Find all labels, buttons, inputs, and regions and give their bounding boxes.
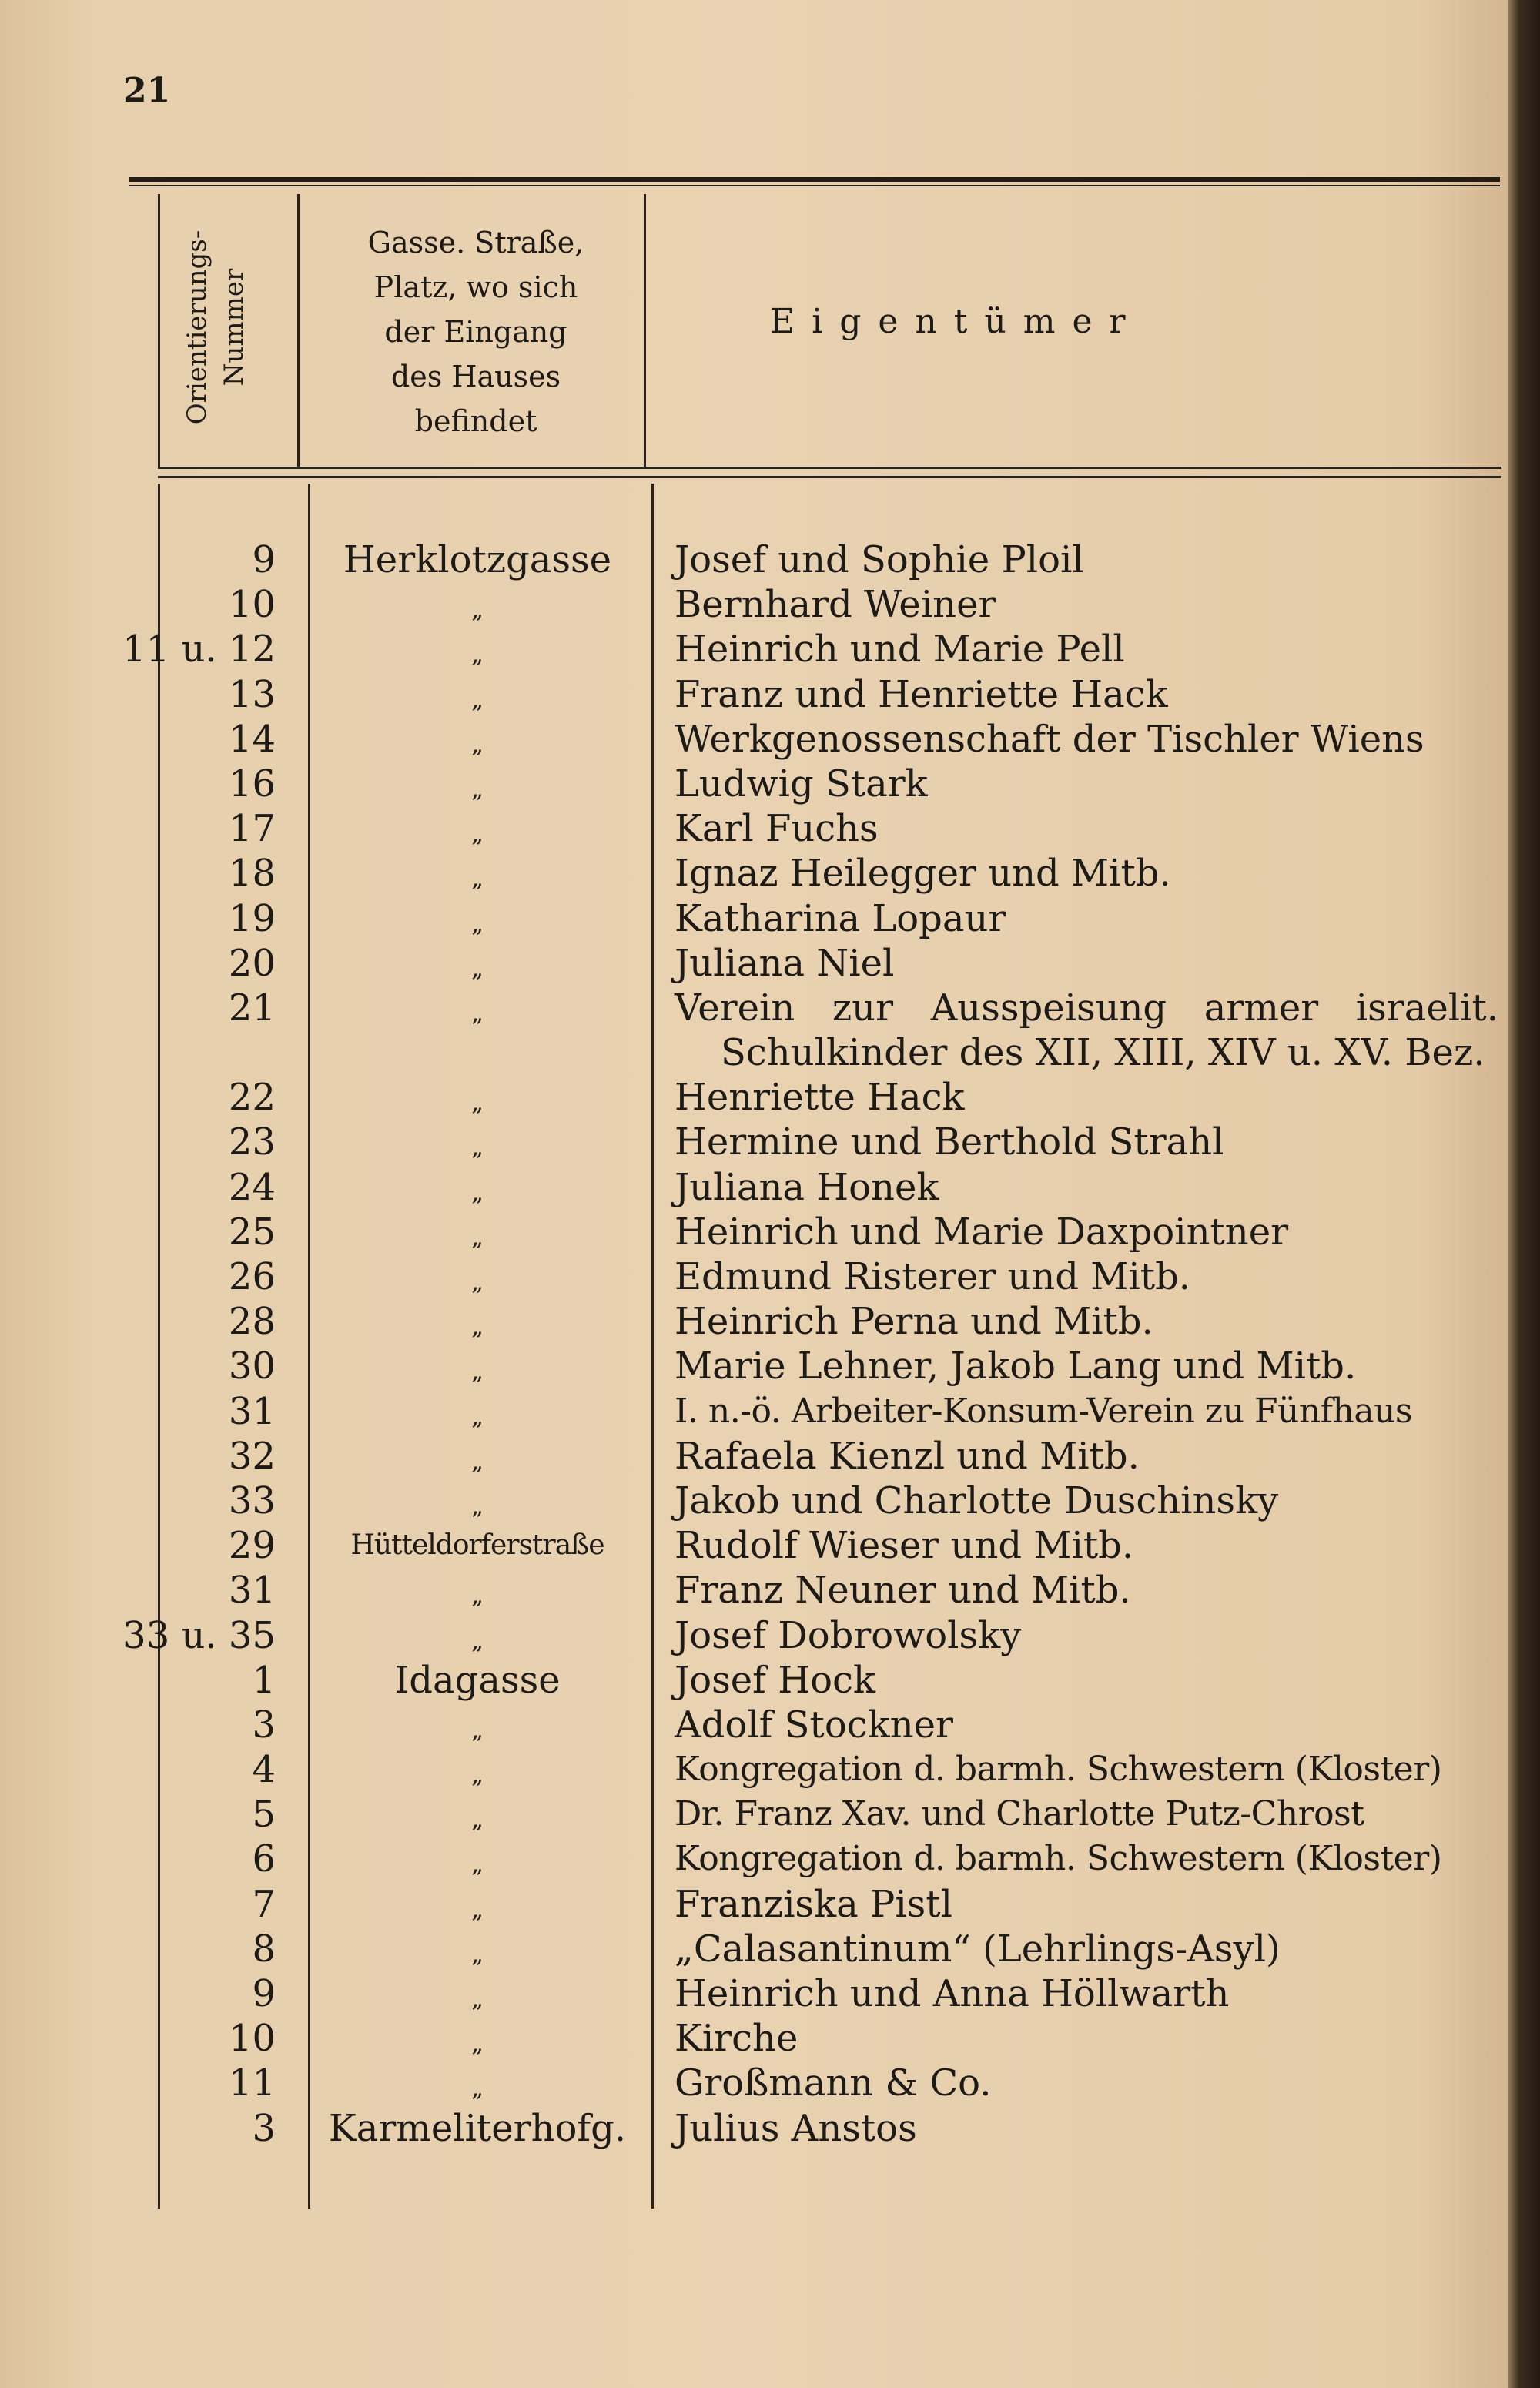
street-ditto: „ xyxy=(471,821,484,849)
owner-name: Heinrich und Marie Pell xyxy=(675,628,1125,672)
table-row xyxy=(0,1434,1509,1479)
table-row xyxy=(0,2106,1509,2151)
house-number: 5 xyxy=(252,1793,276,1837)
page-number: 21 xyxy=(123,71,171,110)
header-number-line-2: Nummer xyxy=(219,268,249,387)
owner-name: Katharina Lopaur xyxy=(675,896,1006,940)
house-number: 13 xyxy=(228,672,276,716)
header-number-line-1: Orientierungs- xyxy=(182,229,213,425)
table-row xyxy=(0,1120,1509,1164)
owner-name: Josef Dobrowolsky xyxy=(675,1613,1022,1657)
owner-line-1: Verein zur Ausspeisung armer israelit. xyxy=(675,986,1498,1030)
street-ditto: „ xyxy=(471,955,484,983)
header-divider-number xyxy=(297,194,300,467)
owner-name xyxy=(675,986,1498,1075)
street-ditto: „ xyxy=(471,1224,484,1251)
house-number: 26 xyxy=(228,1255,276,1299)
table-row xyxy=(0,1254,1509,1299)
header-bottom-rule-2 xyxy=(158,476,1502,478)
street-name: Idagasse xyxy=(394,1658,561,1702)
owner-name: Rudolf Wieser und Mitb. xyxy=(675,1524,1134,1568)
owner-table xyxy=(0,538,1509,2151)
owner-name: Adolf Stockner xyxy=(675,1703,953,1747)
header-street-column xyxy=(308,220,644,444)
owner-name: Jakob und Charlotte Duschinsky xyxy=(675,1479,1279,1522)
owner-name: Edmund Risterer und Mitb. xyxy=(675,1255,1191,1299)
house-number: 9 xyxy=(252,1972,276,2016)
table-row xyxy=(0,1927,1509,1971)
owner-name: Ludwig Stark xyxy=(675,762,928,805)
house-number: 3 xyxy=(252,1703,276,1747)
house-number: 17 xyxy=(228,807,276,851)
house-number: 6 xyxy=(252,1837,276,1881)
table-row xyxy=(0,986,1509,1075)
house-number: 16 xyxy=(228,762,276,805)
header-divider-street xyxy=(644,194,646,467)
table-row xyxy=(0,582,1509,627)
owner-name: Juliana Niel xyxy=(675,941,895,985)
header-street-line-1: Gasse. Straße, xyxy=(367,226,584,260)
table-row xyxy=(0,1344,1509,1388)
owner-name: Marie Lehner, Jakob Lang und Mitb. xyxy=(675,1345,1357,1388)
street-ditto: „ xyxy=(471,1269,484,1297)
street-ditto: „ xyxy=(471,597,484,625)
book-spine xyxy=(1508,0,1540,2388)
street-ditto: „ xyxy=(471,775,484,803)
street-name: Hütteldorferstraße xyxy=(350,1529,604,1562)
house-number: 10 xyxy=(228,583,276,627)
owner-name: „Calasantinum“ (Lehrlings-Asyl) xyxy=(675,1927,1281,1971)
house-number: 20 xyxy=(228,941,276,985)
street-ditto: „ xyxy=(471,1403,484,1431)
house-number: 21 xyxy=(228,986,276,1030)
owner-name: Julius Anstos xyxy=(675,2106,917,2150)
table-row xyxy=(0,1792,1509,1837)
header-top-rule xyxy=(129,177,1500,186)
house-number: 10 xyxy=(228,2017,276,2061)
house-number: 23 xyxy=(228,1120,276,1164)
table-row xyxy=(0,538,1509,582)
owner-name: Ignaz Heilegger und Mitb. xyxy=(675,852,1171,896)
house-number: 31 xyxy=(228,1569,276,1613)
house-number: 1 xyxy=(252,1658,276,1702)
table-row xyxy=(0,762,1509,806)
table-row xyxy=(0,1703,1509,1747)
table-row xyxy=(0,1747,1509,1792)
street-ditto: „ xyxy=(471,1090,484,1117)
table-row xyxy=(0,941,1509,986)
table-row xyxy=(0,1658,1509,1703)
table-row xyxy=(0,1882,1509,1927)
owner-name: Kongregation d. barmh. Schwestern (Kloster) xyxy=(675,1839,1442,1879)
street-ditto: „ xyxy=(471,1492,484,1520)
street-ditto: „ xyxy=(471,1134,484,1162)
owner-name: Karl Fuchs xyxy=(675,807,879,851)
street-name: Karmeliterhofg. xyxy=(328,2106,627,2150)
header-divider-left xyxy=(158,194,160,467)
table-row xyxy=(0,672,1509,717)
owner-name: Heinrich und Marie Daxpointner xyxy=(675,1210,1289,1254)
house-number: 11 xyxy=(228,2061,276,2105)
header-street-line-3: der Eingang xyxy=(384,315,567,349)
table-row xyxy=(0,1299,1509,1344)
owner-name: Franz und Henriette Hack xyxy=(675,672,1168,716)
table-row xyxy=(0,2016,1509,2061)
street-ditto: „ xyxy=(471,1896,484,1924)
house-number: 9 xyxy=(252,538,276,581)
house-number: 11 u. 12 xyxy=(122,628,276,672)
table-row xyxy=(0,1568,1509,1613)
house-number: 28 xyxy=(228,1300,276,1344)
street-ditto: „ xyxy=(471,686,484,714)
table-row xyxy=(0,717,1509,762)
owner-line-2: Schulkinder des XII, XIII, XIV u. XV. Bez. xyxy=(721,1030,1485,1074)
street-ditto: „ xyxy=(471,641,484,669)
house-number: 25 xyxy=(228,1210,276,1254)
table-row xyxy=(0,896,1509,941)
table-row xyxy=(0,1389,1509,1434)
owner-name: Josef und Sophie Ploil xyxy=(675,538,1084,581)
table-row xyxy=(0,1165,1509,1210)
house-number: 14 xyxy=(228,717,276,761)
street-ditto: „ xyxy=(471,910,484,938)
house-number: 32 xyxy=(228,1434,276,1478)
street-ditto: „ xyxy=(471,2075,484,2103)
owner-name: Kirche xyxy=(675,2017,798,2061)
street-name: Herklotzgasse xyxy=(343,538,612,581)
house-number: 33 u. 35 xyxy=(122,1613,276,1657)
table-row xyxy=(0,1210,1509,1254)
header-street-line-4: des Hauses xyxy=(390,360,561,394)
street-ditto: „ xyxy=(471,1941,484,1968)
owner-name: Heinrich und Anna Höllwarth xyxy=(675,1972,1230,2016)
house-number: 8 xyxy=(252,1927,276,1971)
table-row xyxy=(0,1523,1509,1568)
street-ditto: „ xyxy=(471,1448,484,1475)
street-ditto: „ xyxy=(471,1583,484,1610)
street-ditto: „ xyxy=(471,1314,484,1341)
header-street-line-2: Platz, wo sich xyxy=(373,270,578,304)
owner-name: Dr. Franz Xav. und Charlotte Putz-Chrost xyxy=(675,1794,1364,1834)
street-ditto: „ xyxy=(471,731,484,759)
owner-name: Juliana Honek xyxy=(675,1165,939,1209)
house-number: 7 xyxy=(252,1882,276,1926)
house-number: 4 xyxy=(252,1748,276,1792)
owner-name: Rafaela Kienzl und Mitb. xyxy=(675,1434,1140,1478)
street-ditto: „ xyxy=(471,1358,484,1386)
owner-name: Josef Hock xyxy=(675,1658,875,1702)
street-ditto: „ xyxy=(471,1627,484,1655)
owner-name: Franz Neuner und Mitb. xyxy=(675,1569,1131,1613)
street-ditto: „ xyxy=(471,1179,484,1207)
house-number: 31 xyxy=(228,1389,276,1433)
street-ditto: „ xyxy=(471,1716,484,1744)
street-ditto: „ xyxy=(471,1000,484,1027)
header-street-line-5: befindet xyxy=(414,404,537,438)
header-number-column xyxy=(179,212,253,443)
table-row xyxy=(0,2061,1509,2105)
owner-name: Heinrich Perna und Mitb. xyxy=(675,1300,1153,1344)
owner-name: Bernhard Weiner xyxy=(675,583,996,627)
table-row xyxy=(0,1479,1509,1523)
table-row xyxy=(0,1075,1509,1120)
street-ditto: „ xyxy=(471,2031,484,2058)
house-number: 18 xyxy=(228,852,276,896)
table-row xyxy=(0,806,1509,851)
house-number: 29 xyxy=(228,1524,276,1568)
owner-name: Werkgenossenschaft der Tischler Wiens xyxy=(675,717,1424,761)
header-bottom-rule xyxy=(158,467,1502,469)
street-ditto: „ xyxy=(471,1762,484,1790)
owner-name: Franziska Pistl xyxy=(675,1882,952,1926)
table-row xyxy=(0,851,1509,896)
house-number: 3 xyxy=(252,2106,276,2150)
owner-name: Großmann & Co. xyxy=(675,2061,992,2105)
table-row xyxy=(0,1613,1509,1658)
owner-name: Hermine und Berthold Strahl xyxy=(675,1120,1224,1164)
street-ditto: „ xyxy=(471,1851,484,1879)
table-row xyxy=(0,627,1509,672)
header-owner-column: Eigentümer xyxy=(770,302,1143,341)
owner-name: Kongregation d. barmh. Schwestern (Kloster) xyxy=(675,1750,1442,1790)
house-number: 22 xyxy=(228,1076,276,1120)
house-number: 33 xyxy=(228,1479,276,1522)
street-ditto: „ xyxy=(471,1807,484,1834)
house-number: 19 xyxy=(228,896,276,940)
table-row xyxy=(0,1837,1509,1881)
owner-name: I. n.-ö. Arbeiter-Konsum-Verein zu Fünfhaus xyxy=(675,1391,1412,1431)
street-ditto: „ xyxy=(471,866,484,893)
house-number: 24 xyxy=(228,1165,276,1209)
table-row xyxy=(0,1971,1509,2016)
owner-name: Henriette Hack xyxy=(675,1076,965,1120)
house-number: 30 xyxy=(228,1345,276,1388)
street-ditto: „ xyxy=(471,1986,484,2014)
